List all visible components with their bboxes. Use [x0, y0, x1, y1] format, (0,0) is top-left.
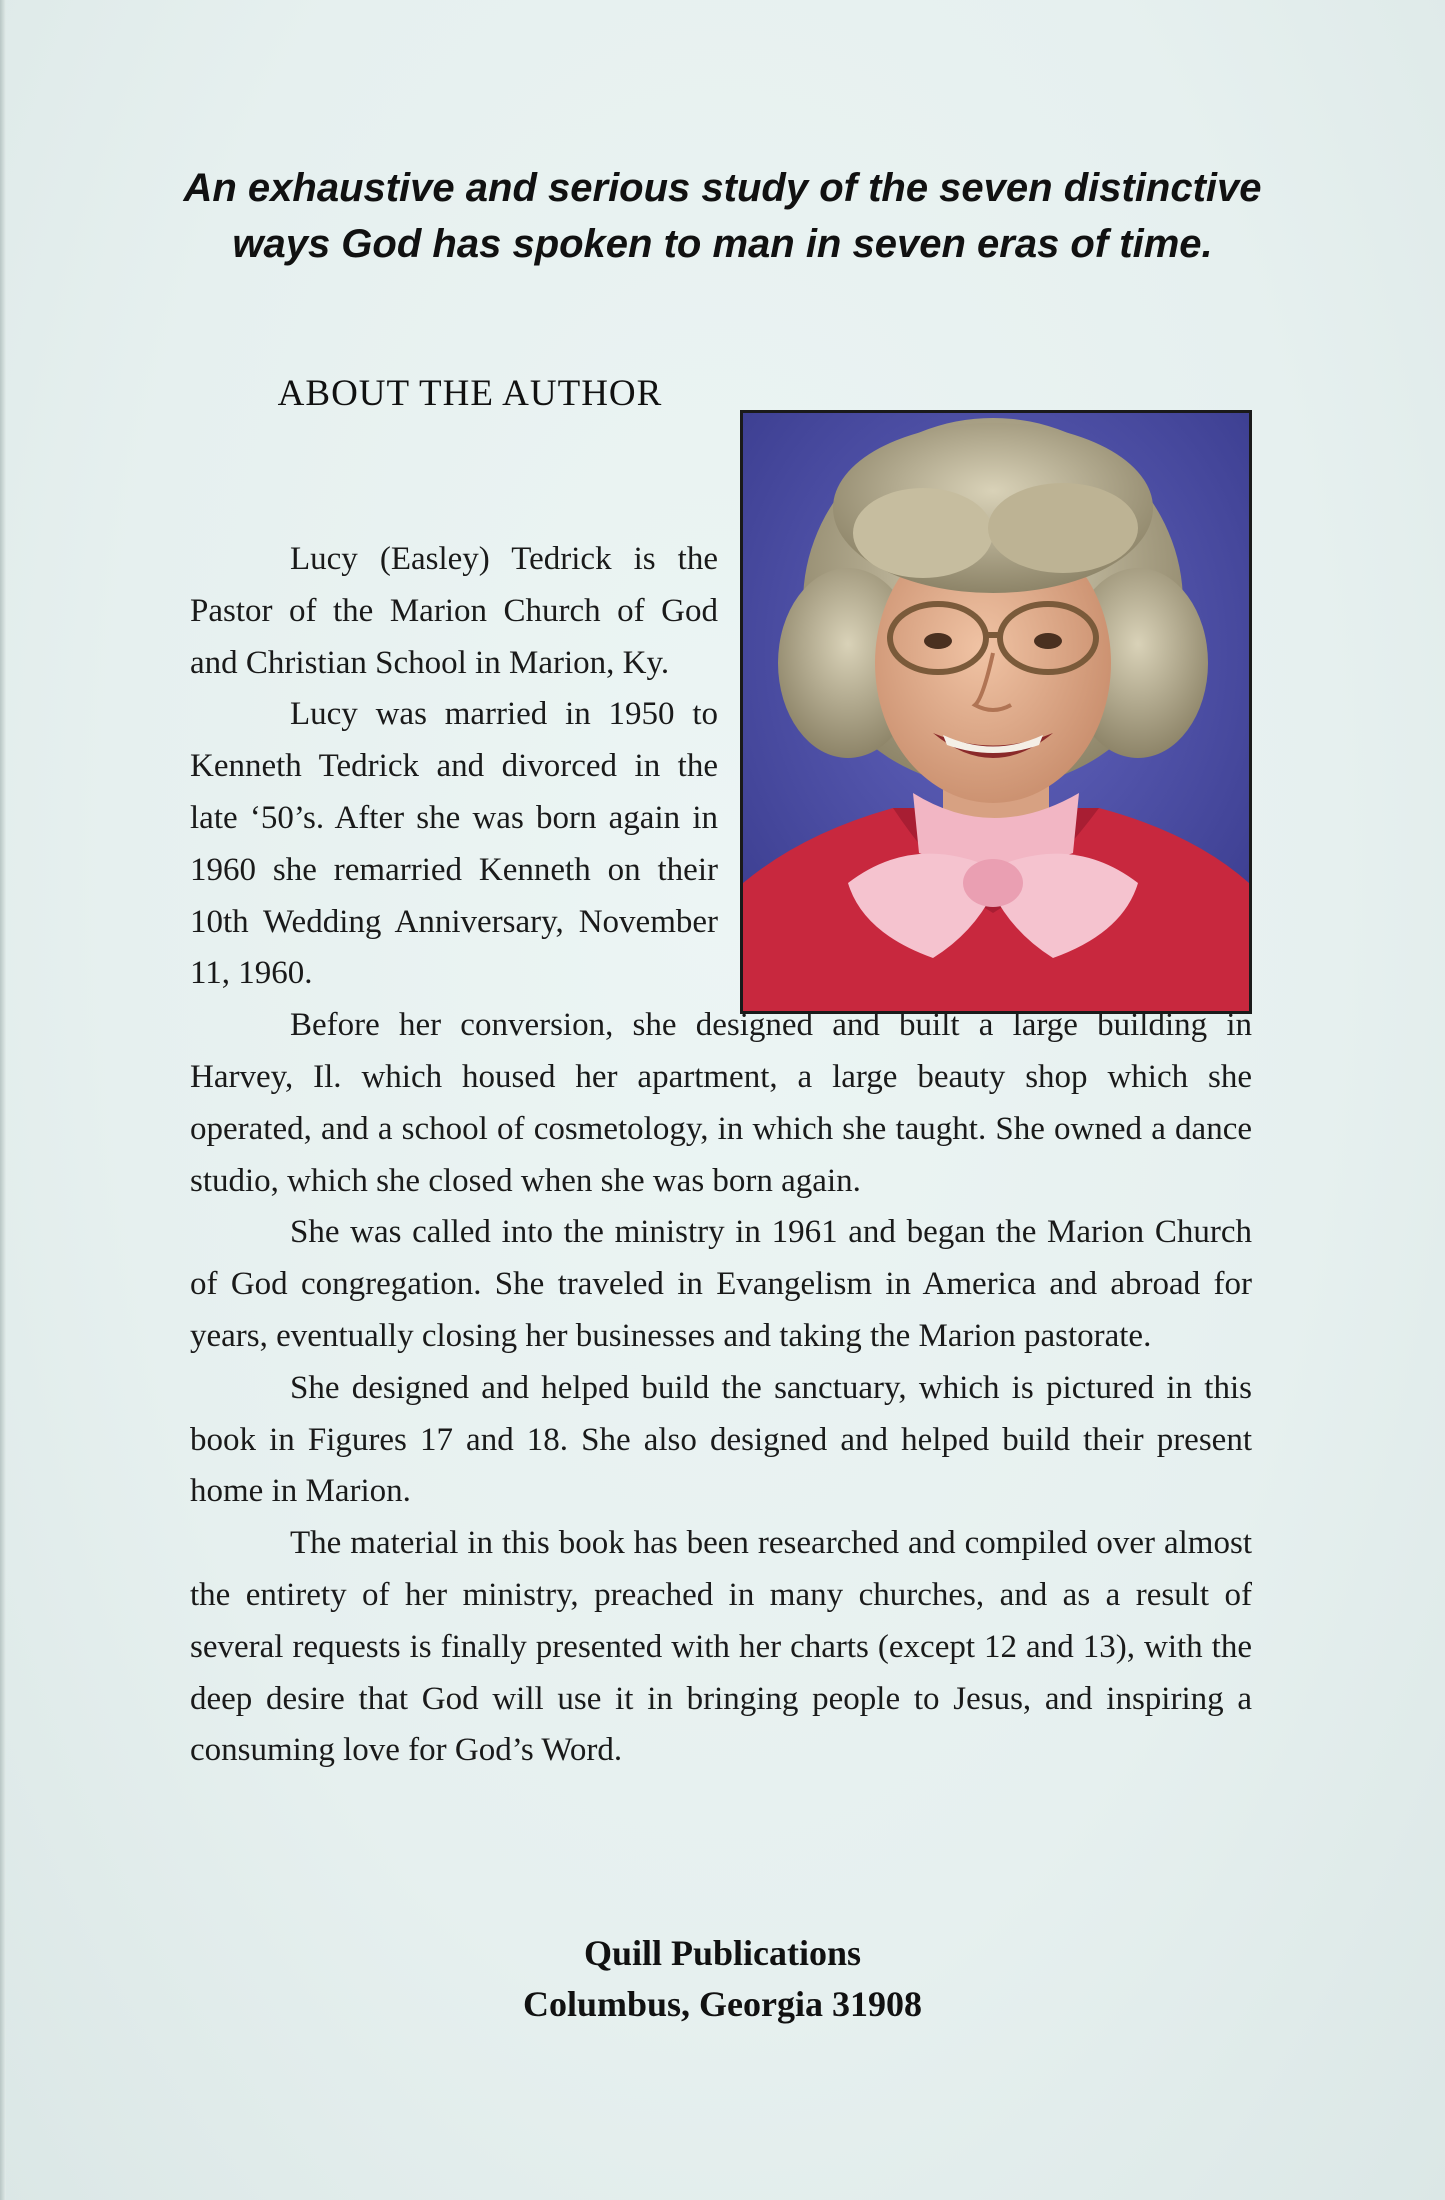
publisher-location: Columbus, Georgia 31908	[522, 1984, 923, 2024]
bio-paragraph: The material in this book has been researched and compiled over almost the entirety of her ministry, preached in many churches, and as a result of several requests is finally presented with her charts (except 12 and 13), with the deep desire that God will use it in bringing people to Jesus, and inspiring a consuming love for God’s Word.	[190, 1525, 1252, 1769]
bio-paragraph: She designed and helped build the sanctuary, which is pictured in this book in Figures 17 and 18. She also designed and helped build their present home in Marion.	[190, 1369, 1252, 1510]
author-bio	[190, 534, 1252, 1777]
tagline	[150, 160, 1295, 272]
bio-paragraph: Lucy was married in 1950 to Kenneth Tedrick and divorced in the late ‘50’s. After she was born again in 1960 she remarried Kenneth on their 10th Wedding Anniversary, November 11, 1960.	[190, 696, 718, 992]
tagline-line-2: ways God has spoken to man in seven eras of time.	[232, 222, 1213, 266]
publisher-block	[0, 1928, 1445, 2030]
tagline-line-1: An exhaustive and serious study of the seven distinctive	[183, 166, 1262, 210]
bio-narrow-column	[190, 534, 718, 1000]
spine-edge	[0, 0, 6, 2200]
bio-paragraph: Before her conversion, she designed and built a large building in Harvey, Il. which housed her apartment, a large beauty shop which she operated, and a school of cosmetology, in which she taught. She owned a dance studio, which she closed when she was born again.	[190, 1007, 1252, 1199]
bio-paragraph: She was called into the ministry in 1961 and began the Marion Church of God congregation. She traveled in Evangelism in America and abroad for years, eventually closing her businesses and taking the Marion pastorate.	[190, 1214, 1252, 1354]
publisher-name: Quill Publications	[583, 1933, 862, 1973]
about-heading: ABOUT THE AUTHOR	[277, 373, 663, 414]
bio-paragraph: Lucy (Easley) Tedrick is the Pastor of the Marion Church of God and Christian School in Marion, Ky.	[190, 541, 718, 681]
